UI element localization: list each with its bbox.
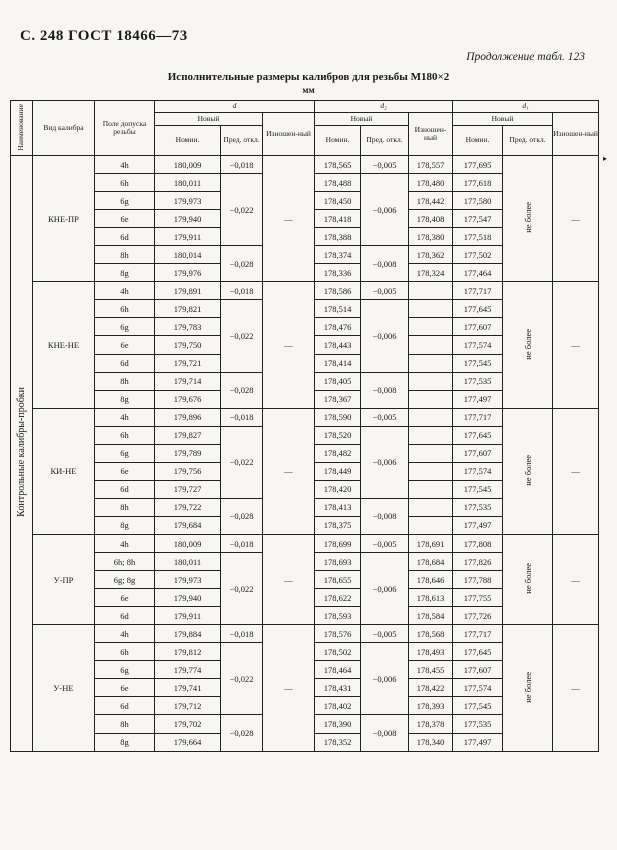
d2-deviation: −0,008: [361, 372, 409, 408]
d1-nominal: 177,464: [453, 264, 503, 282]
d1-nominal: 177,826: [453, 553, 503, 571]
d2-worn: [409, 354, 453, 372]
d2-deviation: −0,005: [361, 625, 409, 643]
d1-nominal: 177,717: [453, 625, 503, 643]
d1-worn: —: [553, 282, 599, 408]
d1-nominal: 177,535: [453, 715, 503, 733]
d2-worn: 178,480: [409, 174, 453, 192]
d-nominal: 179,756: [155, 462, 221, 480]
d2-worn: 178,324: [409, 264, 453, 282]
d2-nominal: 178,420: [315, 480, 361, 498]
d1-nominal: 177,535: [453, 498, 503, 516]
tolerance-field: 6d: [95, 607, 155, 625]
tolerance-field: 6h: [95, 643, 155, 661]
tolerance-field: 4h: [95, 156, 155, 174]
d2-nominal: 178,367: [315, 390, 361, 408]
tolerance-field: 6h: [95, 426, 155, 444]
header-pole: Поле допуска резьбы: [95, 101, 155, 156]
d-nominal: 179,891: [155, 282, 221, 300]
d-nominal: 179,973: [155, 192, 221, 210]
header-d2-pred: Пред. откл.: [361, 126, 409, 156]
header-d2: d₂: [315, 101, 453, 113]
d2-nominal: 178,449: [315, 462, 361, 480]
d1-nominal: 177,574: [453, 336, 503, 354]
d2-deviation: −0,008: [361, 498, 409, 534]
d-deviation: −0,022: [221, 553, 263, 625]
d2-nominal: 178,388: [315, 228, 361, 246]
d2-worn: 178,584: [409, 607, 453, 625]
d-nominal: 179,973: [155, 571, 221, 589]
d1-nominal: 177,574: [453, 462, 503, 480]
d2-nominal: 178,431: [315, 679, 361, 697]
d2-worn: 178,340: [409, 733, 453, 751]
d1-nominal: 177,645: [453, 300, 503, 318]
d2-nominal: 178,693: [315, 553, 361, 571]
d2-deviation: −0,006: [361, 426, 409, 498]
header-d1-nomin: Номин.: [453, 126, 503, 156]
d2-deviation: −0,006: [361, 300, 409, 372]
d2-worn: [409, 462, 453, 480]
tolerance-field: 6h: [95, 174, 155, 192]
d1-nominal: 177,547: [453, 210, 503, 228]
header-d1-new: Новый: [453, 113, 553, 126]
d2-nominal: 178,352: [315, 733, 361, 751]
d2-worn: 178,684: [409, 553, 453, 571]
d2-worn: 178,613: [409, 589, 453, 607]
tolerance-field: 6h: [95, 300, 155, 318]
d2-nominal: 178,576: [315, 625, 361, 643]
d1-worn: —: [553, 625, 599, 751]
tolerance-field: 6g; 8g: [95, 571, 155, 589]
tolerance-field: 6g: [95, 661, 155, 679]
table-unit: мм: [302, 85, 315, 95]
header-d2-new: Новый: [315, 113, 409, 126]
d-deviation: −0,022: [221, 426, 263, 498]
d1-nominal: 177,717: [453, 408, 503, 426]
d-deviation: −0,018: [221, 625, 263, 643]
d-nominal: 179,712: [155, 697, 221, 715]
d-nominal: 179,911: [155, 228, 221, 246]
d1-nominal: 177,497: [453, 733, 503, 751]
d1-nominal: 177,580: [453, 192, 503, 210]
d2-nominal: 178,374: [315, 246, 361, 264]
d-deviation: −0,028: [221, 715, 263, 751]
d2-nominal: 178,593: [315, 607, 361, 625]
d2-deviation: −0,006: [361, 643, 409, 715]
d2-worn: 178,646: [409, 571, 453, 589]
d1-nominal: 177,618: [453, 174, 503, 192]
d-nominal: 179,722: [155, 498, 221, 516]
d-nominal: 179,727: [155, 480, 221, 498]
d1-nominal: 177,607: [453, 661, 503, 679]
d1-nominal: 177,518: [453, 228, 503, 246]
d-nominal: 179,911: [155, 607, 221, 625]
d-nominal: 179,714: [155, 372, 221, 390]
side-label: Контрольные калибры-пробки: [11, 156, 33, 752]
d-nominal: 179,774: [155, 661, 221, 679]
header-d-nomin: Номин.: [155, 126, 221, 156]
d1-nominal: 177,726: [453, 607, 503, 625]
d-worn: —: [263, 534, 315, 624]
gauge-type: КИ-НЕ: [33, 408, 95, 534]
d2-deviation: −0,008: [361, 246, 409, 282]
d2-nominal: 178,488: [315, 174, 361, 192]
d2-worn: [409, 408, 453, 426]
d-nominal: 179,976: [155, 264, 221, 282]
d-worn: —: [263, 156, 315, 282]
d2-deviation: −0,006: [361, 553, 409, 625]
d2-worn: 178,493: [409, 643, 453, 661]
d2-worn: [409, 498, 453, 516]
d1-nominal: 177,755: [453, 589, 503, 607]
header-naimenovanie: Наименование: [11, 101, 33, 156]
tolerance-field: 6d: [95, 697, 155, 715]
d2-nominal: 178,405: [315, 372, 361, 390]
table-continuation: Продолжение табл. 123: [466, 51, 585, 63]
tolerance-field: 8g: [95, 516, 155, 534]
header-d-worn: Изношен-ный: [263, 113, 315, 156]
d2-nominal: 178,476: [315, 318, 361, 336]
d2-nominal: 178,413: [315, 498, 361, 516]
d2-nominal: 178,520: [315, 426, 361, 444]
d2-worn: 178,408: [409, 210, 453, 228]
d-nominal: 180,009: [155, 534, 221, 552]
d2-worn: [409, 426, 453, 444]
d-nominal: 179,702: [155, 715, 221, 733]
d-deviation: −0,018: [221, 282, 263, 300]
d1-deviation: не более: [503, 534, 553, 624]
d2-deviation: −0,006: [361, 174, 409, 246]
d1-nominal: 177,607: [453, 318, 503, 336]
d2-worn: [409, 336, 453, 354]
d2-worn: 178,691: [409, 534, 453, 552]
header-d1-worn: Изношен-ный: [553, 113, 599, 156]
d1-nominal: 177,695: [453, 156, 503, 174]
d2-worn: [409, 390, 453, 408]
d2-worn: 178,442: [409, 192, 453, 210]
table-row: [11, 408, 599, 426]
d-nominal: 179,783: [155, 318, 221, 336]
tolerance-field: 4h: [95, 625, 155, 643]
tolerance-field: 6g: [95, 192, 155, 210]
table-title: Исполнительные размеры калибров для резьбы М180×2: [167, 71, 450, 83]
d2-nominal: 178,590: [315, 408, 361, 426]
d-nominal: 179,750: [155, 336, 221, 354]
d1-nominal: 177,717: [453, 282, 503, 300]
d-worn: —: [263, 408, 315, 534]
gauge-type: У-НЕ: [33, 625, 95, 751]
d-nominal: 179,884: [155, 625, 221, 643]
d1-deviation: не более: [503, 156, 553, 282]
table-row: [11, 156, 599, 174]
tolerance-field: 6e: [95, 679, 155, 697]
d-nominal: 179,812: [155, 643, 221, 661]
d1-deviation: не более: [503, 408, 553, 534]
d2-nominal: 178,699: [315, 534, 361, 552]
d1-worn: —: [553, 156, 599, 282]
d-nominal: 179,821: [155, 300, 221, 318]
d1-nominal: 177,607: [453, 444, 503, 462]
tolerance-field: 8g: [95, 733, 155, 751]
d2-worn: [409, 318, 453, 336]
table-row: [11, 534, 599, 552]
d-nominal: 179,896: [155, 408, 221, 426]
d-deviation: −0,018: [221, 534, 263, 552]
d-deviation: −0,028: [221, 372, 263, 408]
d-nominal: 180,011: [155, 553, 221, 571]
d1-nominal: 177,545: [453, 480, 503, 498]
d-deviation: −0,028: [221, 246, 263, 282]
d2-nominal: 178,464: [315, 661, 361, 679]
d-deviation: −0,022: [221, 300, 263, 372]
d2-nominal: 178,565: [315, 156, 361, 174]
tolerance-field: 6h; 8h: [95, 553, 155, 571]
tolerance-field: 4h: [95, 408, 155, 426]
d2-worn: [409, 444, 453, 462]
d2-deviation: −0,005: [361, 282, 409, 300]
header-d2-nomin: Номин.: [315, 126, 361, 156]
d1-deviation: не более: [503, 282, 553, 408]
d-worn: —: [263, 625, 315, 751]
tolerance-field: 8h: [95, 498, 155, 516]
d2-nominal: 178,586: [315, 282, 361, 300]
tolerance-field: 6d: [95, 228, 155, 246]
d-nominal: 179,741: [155, 679, 221, 697]
d2-nominal: 178,622: [315, 589, 361, 607]
d2-deviation: −0,005: [361, 408, 409, 426]
d-nominal: 179,827: [155, 426, 221, 444]
d1-nominal: 177,497: [453, 390, 503, 408]
d-nominal: 179,940: [155, 210, 221, 228]
d-deviation: −0,022: [221, 174, 263, 246]
gauge-type: У-ПР: [33, 534, 95, 624]
d1-nominal: 177,497: [453, 516, 503, 534]
d1-nominal: 177,545: [453, 354, 503, 372]
gauge-type: КНЕ-НЕ: [33, 282, 95, 408]
tolerance-field: 6e: [95, 462, 155, 480]
d2-nominal: 178,418: [315, 210, 361, 228]
d2-nominal: 178,502: [315, 643, 361, 661]
d2-nominal: 178,375: [315, 516, 361, 534]
d2-deviation: −0,008: [361, 715, 409, 751]
d2-worn: 178,568: [409, 625, 453, 643]
d-deviation: −0,018: [221, 156, 263, 174]
tolerance-field: 8h: [95, 246, 155, 264]
d2-nominal: 178,414: [315, 354, 361, 372]
margin-mark: ▸: [602, 154, 607, 163]
tolerance-field: 8g: [95, 264, 155, 282]
d2-worn: [409, 516, 453, 534]
d2-worn: [409, 282, 453, 300]
header-d: d: [155, 101, 315, 113]
d-nominal: 179,721: [155, 354, 221, 372]
d1-nominal: 177,574: [453, 679, 503, 697]
d2-worn: [409, 480, 453, 498]
d2-worn: [409, 372, 453, 390]
d2-nominal: 178,450: [315, 192, 361, 210]
tolerance-field: 6g: [95, 318, 155, 336]
d-nominal: 179,940: [155, 589, 221, 607]
header-d1: d₁: [453, 101, 599, 113]
table-row: [11, 625, 599, 643]
d-worn: —: [263, 282, 315, 408]
d-nominal: 179,684: [155, 516, 221, 534]
d1-deviation: не более: [503, 625, 553, 751]
d-deviation: −0,022: [221, 643, 263, 715]
d-nominal: 180,011: [155, 174, 221, 192]
d2-worn: 178,422: [409, 679, 453, 697]
d-nominal: 179,789: [155, 444, 221, 462]
tolerance-field: 6e: [95, 210, 155, 228]
header-d-new: Новый: [155, 113, 263, 126]
d1-nominal: 177,535: [453, 372, 503, 390]
dimension-table: [10, 100, 599, 752]
d2-worn: [409, 300, 453, 318]
tolerance-field: 6g: [95, 444, 155, 462]
d2-worn: 178,362: [409, 246, 453, 264]
d1-nominal: 177,502: [453, 246, 503, 264]
tolerance-field: 8g: [95, 390, 155, 408]
d2-nominal: 178,402: [315, 697, 361, 715]
header-d1-pred: Пред. откл.: [503, 126, 553, 156]
tolerance-field: 6e: [95, 336, 155, 354]
d1-worn: —: [553, 534, 599, 624]
d-nominal: 179,676: [155, 390, 221, 408]
d1-nominal: 177,545: [453, 697, 503, 715]
d-nominal: 180,014: [155, 246, 221, 264]
d2-deviation: −0,005: [361, 534, 409, 552]
header-vid: Вид калибра: [33, 101, 95, 156]
table-row: [11, 282, 599, 300]
d2-worn: 178,380: [409, 228, 453, 246]
d-deviation: −0,018: [221, 408, 263, 426]
d-nominal: 180,009: [155, 156, 221, 174]
d1-nominal: 177,788: [453, 571, 503, 589]
header-d2-worn: Изношен-ный: [409, 113, 453, 156]
d2-nominal: 178,336: [315, 264, 361, 282]
tolerance-field: 4h: [95, 534, 155, 552]
d2-nominal: 178,390: [315, 715, 361, 733]
d2-worn: 178,557: [409, 156, 453, 174]
page-header: С. 248 ГОСТ 18466—73: [20, 28, 188, 44]
d2-worn: 178,455: [409, 661, 453, 679]
d1-nominal: 177,645: [453, 643, 503, 661]
d2-nominal: 178,514: [315, 300, 361, 318]
tolerance-field: 6d: [95, 354, 155, 372]
tolerance-field: 8h: [95, 372, 155, 390]
d2-nominal: 178,655: [315, 571, 361, 589]
tolerance-field: 6d: [95, 480, 155, 498]
tolerance-field: 4h: [95, 282, 155, 300]
d2-nominal: 178,482: [315, 444, 361, 462]
d1-nominal: 177,808: [453, 534, 503, 552]
d-deviation: −0,028: [221, 498, 263, 534]
d2-worn: 178,393: [409, 697, 453, 715]
d-nominal: 179,664: [155, 733, 221, 751]
tolerance-field: 8h: [95, 715, 155, 733]
header-d-pred: Пред. откл.: [221, 126, 263, 156]
d1-worn: —: [553, 408, 599, 534]
tolerance-field: 6e: [95, 589, 155, 607]
gauge-type: КНЕ-ПР: [33, 156, 95, 282]
d1-nominal: 177,645: [453, 426, 503, 444]
d2-nominal: 178,443: [315, 336, 361, 354]
d2-deviation: −0,005: [361, 156, 409, 174]
d2-worn: 178,378: [409, 715, 453, 733]
